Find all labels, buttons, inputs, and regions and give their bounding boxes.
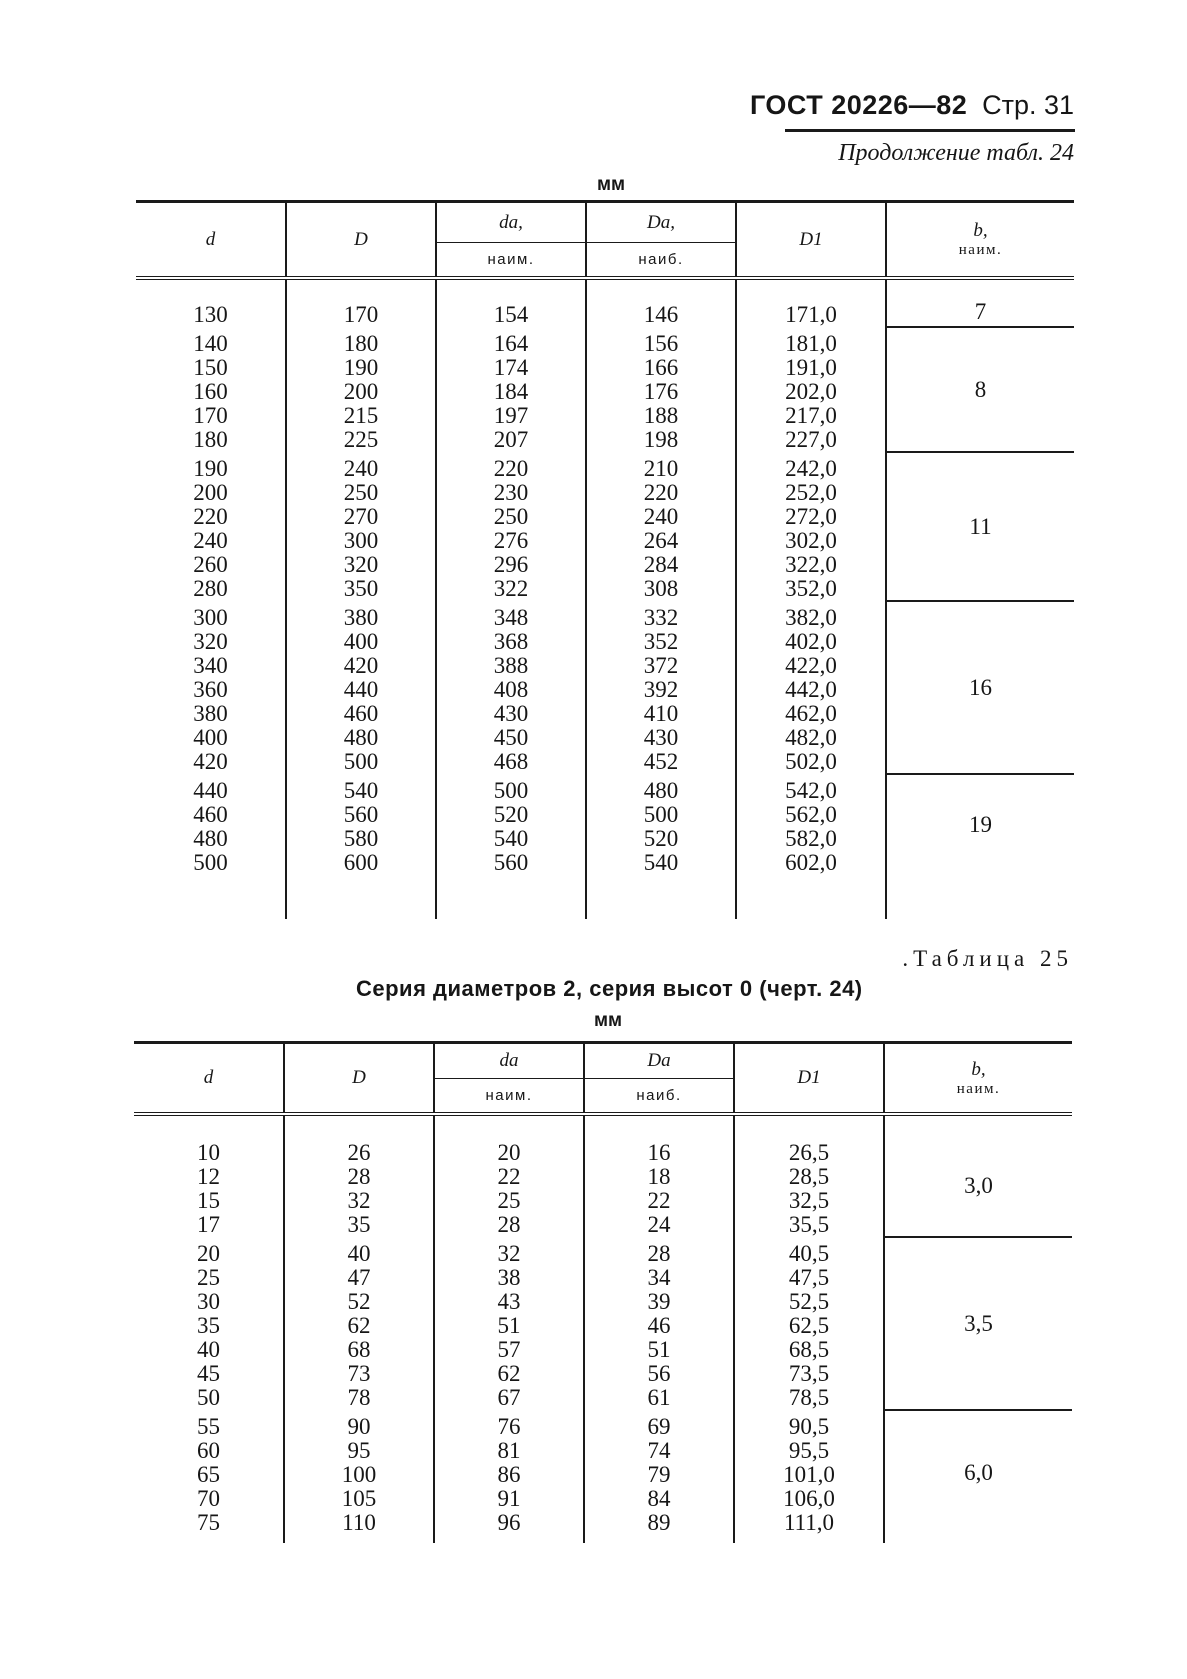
cell-b-min [884, 1410, 1072, 1543]
cell-da: 51 [497, 1313, 521, 1338]
column-da [436, 278, 586, 327]
cell-Da: 332 [643, 605, 679, 630]
cell-D: 540 [343, 778, 379, 803]
column-da [436, 774, 586, 919]
column-Da [584, 1114, 734, 1237]
column-header-D: D [284, 1043, 434, 1115]
cell-d: 500 [193, 850, 228, 875]
table-25 [134, 1041, 1072, 1543]
cell-Da: 84 [647, 1486, 671, 1511]
cell-da: 43 [497, 1289, 521, 1314]
cell-D: 100 [341, 1462, 377, 1487]
row-group [136, 452, 1074, 601]
table2-units: мм [594, 1010, 623, 1031]
row-group [134, 1410, 1072, 1543]
column-header-D1: D1 [736, 202, 886, 279]
column-Da [584, 1410, 734, 1543]
cell-da: 86 [497, 1462, 521, 1487]
column-d [136, 774, 286, 919]
cell-da: 500 [493, 778, 529, 803]
cell-d: 220 [193, 504, 228, 529]
cell-Da: 392 [643, 677, 679, 702]
cell-D1: 602,0 [785, 850, 837, 875]
cell-b-min [886, 452, 1074, 601]
cell-Da: 16 [647, 1140, 671, 1165]
cell-D1: 52,5 [788, 1289, 830, 1314]
cell-D: 300 [343, 528, 379, 553]
b-value: 16 [969, 674, 992, 700]
cell-D1: 422,0 [785, 653, 837, 678]
cell-b-min [884, 1237, 1072, 1410]
cell-D1: 502,0 [785, 749, 837, 774]
page-number: Стр. 31 [982, 90, 1074, 120]
column-d [136, 452, 286, 601]
cell-D: 440 [343, 677, 379, 702]
cell-Da: 22 [647, 1188, 671, 1213]
cell-Da: 176 [643, 379, 679, 404]
column-da [436, 452, 586, 601]
cell-d: 140 [193, 331, 228, 356]
cell-D1: 181,0 [785, 331, 837, 356]
cell-D: 40 [347, 1241, 371, 1266]
cell-da: 540 [493, 826, 529, 851]
cell-d: 180 [193, 427, 228, 452]
cell-D: 200 [343, 379, 379, 404]
cell-d: 260 [193, 552, 228, 577]
cell-D: 95 [347, 1438, 371, 1463]
cell-da: 296 [493, 552, 529, 577]
cell-b-min [886, 278, 1074, 327]
cell-d: 200 [193, 480, 228, 505]
table2-body [134, 1114, 1072, 1543]
cell-Da: 56 [647, 1361, 671, 1386]
cell-D1: 101,0 [783, 1462, 835, 1487]
column-D1 [736, 601, 886, 774]
cell-d: 40 [197, 1337, 220, 1362]
cell-D: 35 [347, 1212, 371, 1237]
cell-da: 197 [493, 403, 529, 428]
cell-d: 360 [193, 677, 228, 702]
cell-D1: 68,5 [788, 1337, 830, 1362]
cell-D1: 171,0 [785, 302, 837, 327]
cell-Da: 452 [643, 749, 679, 774]
cell-D: 580 [343, 826, 379, 851]
cell-d: 460 [193, 802, 228, 827]
cell-D1: 95,5 [788, 1438, 830, 1463]
cell-D: 460 [343, 701, 379, 726]
cell-D: 90 [347, 1414, 371, 1439]
cell-da: 468 [493, 749, 529, 774]
cell-D: 52 [347, 1289, 371, 1314]
column-da [436, 601, 586, 774]
column-d [134, 1237, 284, 1410]
cell-d: 50 [197, 1385, 220, 1410]
cell-D: 225 [343, 427, 379, 452]
cell-D: 62 [347, 1313, 371, 1338]
cell-Da: 264 [643, 528, 679, 553]
cell-da: 450 [493, 725, 529, 750]
cell-D1: 90,5 [788, 1414, 830, 1439]
column-header-da-note: наим. [436, 243, 586, 279]
b-value: 3,0 [964, 1173, 993, 1198]
row-group [136, 601, 1074, 774]
header-rule [785, 129, 1075, 132]
column-d [136, 327, 286, 452]
cell-D1: 191,0 [785, 355, 837, 380]
cell-D1: 32,5 [788, 1188, 830, 1213]
cell-da: 250 [493, 504, 529, 529]
cell-da: 25 [497, 1188, 521, 1213]
b-value: 7 [974, 299, 987, 324]
cell-Da: 220 [643, 480, 679, 505]
cell-D1: 217,0 [785, 403, 837, 428]
cell-d: 160 [193, 379, 228, 404]
cell-da: 38 [497, 1265, 521, 1290]
cell-da: 230 [493, 480, 529, 505]
cell-Da: 34 [647, 1265, 671, 1290]
cell-d: 240 [193, 528, 228, 553]
column-header-d: d [136, 202, 286, 279]
cell-D1: 227,0 [785, 427, 837, 452]
cell-da: 184 [493, 379, 529, 404]
cell-D: 73 [347, 1361, 371, 1386]
cell-d: 45 [197, 1361, 220, 1386]
cell-d: 130 [193, 302, 228, 327]
cell-d: 25 [197, 1265, 220, 1290]
cell-Da: 500 [643, 802, 679, 827]
cell-Da: 18 [647, 1164, 671, 1189]
table-24-continued [136, 200, 1074, 919]
column-D1 [734, 1237, 884, 1410]
column-header-b: b, наим. [886, 202, 1074, 279]
column-d [136, 601, 286, 774]
column-Da [586, 774, 736, 919]
column-header-Da: Da, [586, 202, 736, 243]
cell-Da: 46 [647, 1313, 671, 1338]
cell-D: 400 [343, 629, 379, 654]
cell-da: 76 [497, 1414, 521, 1439]
cell-D: 28 [347, 1164, 371, 1189]
cell-Da: 352 [643, 629, 679, 654]
cell-d: 340 [193, 653, 228, 678]
cell-D1: 47,5 [788, 1265, 830, 1290]
column-header-D: D [286, 202, 436, 279]
cell-D: 420 [343, 653, 379, 678]
cell-b-min [886, 601, 1074, 774]
cell-D: 480 [343, 725, 379, 750]
cell-d: 75 [197, 1510, 220, 1535]
column-Da [586, 452, 736, 601]
column-header-Da-note: наиб. [584, 1079, 734, 1115]
cell-d: 55 [197, 1414, 220, 1439]
table1-body [136, 278, 1074, 919]
b-value: 3,5 [964, 1310, 993, 1336]
cell-D1: 78,5 [788, 1385, 830, 1410]
cell-d: 60 [197, 1438, 220, 1463]
standard-number: ГОСТ 20226—82 [749, 90, 968, 120]
cell-D1: 111,0 [783, 1510, 835, 1535]
cell-Da: 24 [647, 1212, 671, 1237]
cell-b-min [884, 1114, 1072, 1237]
column-D1 [736, 774, 886, 919]
cell-D: 32 [347, 1188, 371, 1213]
page-header [750, 90, 1074, 121]
cell-D1: 582,0 [785, 826, 837, 851]
cell-D: 350 [343, 576, 379, 601]
cell-D: 270 [343, 504, 379, 529]
column-header-b-note: наим. [958, 242, 1003, 258]
cell-Da: 198 [643, 427, 679, 452]
cell-D1: 28,5 [788, 1164, 830, 1189]
cell-d: 420 [193, 749, 228, 774]
cell-d: 10 [197, 1140, 220, 1165]
column-D [286, 327, 436, 452]
cell-D1: 272,0 [785, 504, 837, 529]
cell-d: 380 [193, 701, 228, 726]
column-D [286, 452, 436, 601]
cell-da: 430 [493, 701, 529, 726]
column-header-b-note: наим. [956, 1080, 1001, 1097]
cell-Da: 430 [643, 725, 679, 750]
cell-D1: 242,0 [785, 456, 837, 481]
cell-d: 170 [193, 403, 228, 428]
cell-D: 380 [343, 605, 379, 630]
column-d [136, 278, 286, 327]
cell-Da: 188 [643, 403, 679, 428]
cell-da: 174 [493, 355, 529, 380]
cell-D: 190 [343, 355, 379, 380]
column-Da [584, 1237, 734, 1410]
cell-D1: 482,0 [785, 725, 837, 750]
cell-D: 600 [343, 850, 379, 875]
cell-d: 480 [193, 826, 228, 851]
cell-Da: 69 [647, 1414, 671, 1439]
cell-D1: 202,0 [785, 379, 837, 404]
cell-D: 250 [343, 480, 379, 505]
cell-D: 68 [347, 1337, 371, 1362]
row-group [134, 1237, 1072, 1410]
column-Da [586, 601, 736, 774]
cell-Da: 540 [643, 850, 679, 875]
cell-d: 70 [197, 1486, 220, 1511]
cell-Da: 28 [647, 1241, 671, 1266]
cell-D1: 302,0 [785, 528, 837, 553]
b-value: 6,0 [964, 1460, 993, 1485]
cell-d: 190 [193, 456, 228, 481]
cell-D1: 562,0 [785, 802, 837, 827]
row-group [136, 278, 1074, 327]
column-header-da: da, [436, 202, 586, 243]
cell-Da: 372 [643, 653, 679, 678]
column-Da [586, 278, 736, 327]
column-header-Da: Da [584, 1043, 734, 1079]
cell-d: 400 [193, 725, 228, 750]
cell-Da: 520 [643, 826, 679, 851]
column-da [434, 1114, 584, 1237]
cell-D: 560 [343, 802, 379, 827]
column-header-D1: D1 [734, 1043, 884, 1115]
cell-D: 215 [343, 403, 379, 428]
cell-D: 240 [343, 456, 379, 481]
column-da [434, 1237, 584, 1410]
cell-Da: 79 [647, 1462, 671, 1487]
cell-D1: 62,5 [788, 1313, 830, 1338]
column-header-da: da [434, 1043, 584, 1079]
cell-Da: 480 [643, 778, 679, 803]
column-D [284, 1114, 434, 1237]
b-value: 8 [974, 376, 987, 402]
column-da [436, 327, 586, 452]
cell-Da: 51 [647, 1337, 671, 1362]
cell-da: 154 [493, 302, 529, 327]
cell-da: 67 [497, 1385, 521, 1410]
cell-b-min [886, 327, 1074, 452]
cell-D1: 322,0 [785, 552, 837, 577]
cell-d: 150 [193, 355, 228, 380]
cell-Da: 156 [643, 331, 679, 356]
cell-da: 81 [497, 1438, 521, 1463]
cell-da: 408 [493, 677, 529, 702]
column-header-d: d [134, 1043, 284, 1115]
cell-D: 170 [343, 302, 379, 327]
column-d [134, 1410, 284, 1543]
cell-D1: 402,0 [785, 629, 837, 654]
cell-da: 62 [497, 1361, 521, 1386]
cell-da: 28 [497, 1212, 521, 1237]
column-Da [586, 327, 736, 452]
cell-da: 348 [493, 605, 529, 630]
cell-D: 26 [347, 1140, 371, 1165]
column-D1 [734, 1114, 884, 1237]
cell-da: 22 [497, 1164, 521, 1189]
column-d [134, 1114, 284, 1237]
cell-da: 96 [497, 1510, 521, 1535]
cell-D1: 442,0 [785, 677, 837, 702]
column-header-b: b, наим. [884, 1043, 1072, 1115]
cell-D: 47 [347, 1265, 371, 1290]
cell-D1: 106,0 [783, 1486, 835, 1511]
cell-D: 320 [343, 552, 379, 577]
column-da [434, 1410, 584, 1543]
cell-da: 276 [493, 528, 529, 553]
cell-Da: 240 [643, 504, 679, 529]
cell-d: 20 [197, 1241, 220, 1266]
cell-da: 368 [493, 629, 529, 654]
table-25-title: Серия диаметров 2, серия высот 0 (черт. 24) [356, 976, 863, 1001]
cell-d: 65 [197, 1462, 220, 1487]
cell-Da: 61 [647, 1385, 671, 1410]
cell-da: 520 [493, 802, 529, 827]
cell-da: 57 [497, 1337, 521, 1362]
cell-Da: 210 [643, 456, 679, 481]
row-group [136, 774, 1074, 919]
cell-da: 322 [493, 576, 529, 601]
column-header-da-note: наим. [434, 1079, 584, 1115]
cell-D: 180 [343, 331, 379, 356]
cell-Da: 146 [643, 302, 679, 327]
cell-b-min [886, 774, 1074, 919]
cell-Da: 284 [643, 552, 679, 577]
column-D [284, 1410, 434, 1543]
cell-da: 20 [497, 1140, 521, 1165]
cell-d: 440 [193, 778, 228, 803]
cell-da: 91 [497, 1486, 521, 1511]
column-header-Da-note: наиб. [586, 243, 736, 279]
table-25-label: .Таблица 25 [902, 946, 1073, 971]
table-continuation-label: Продолжение табл. 24 [838, 140, 1074, 166]
cell-D1: 26,5 [788, 1140, 830, 1165]
cell-Da: 410 [643, 701, 679, 726]
column-D [286, 774, 436, 919]
column-D1 [734, 1410, 884, 1543]
cell-D1: 73,5 [788, 1361, 830, 1386]
cell-D1: 462,0 [785, 701, 837, 726]
table1-units: мм [597, 174, 626, 195]
column-D1 [736, 452, 886, 601]
cell-Da: 89 [647, 1510, 671, 1535]
column-D [284, 1237, 434, 1410]
cell-d: 12 [197, 1164, 220, 1189]
column-D1 [736, 278, 886, 327]
row-group [136, 327, 1074, 452]
cell-D: 78 [347, 1385, 371, 1410]
cell-d: 17 [197, 1212, 220, 1237]
cell-D1: 35,5 [788, 1212, 830, 1237]
cell-da: 388 [493, 653, 529, 678]
cell-Da: 74 [647, 1438, 671, 1463]
column-D [286, 278, 436, 327]
row-group [134, 1114, 1072, 1237]
cell-D1: 40,5 [788, 1241, 830, 1266]
cell-d: 15 [197, 1188, 220, 1213]
cell-D: 105 [341, 1486, 377, 1511]
b-value: 19 [969, 812, 992, 837]
cell-d: 35 [197, 1313, 220, 1338]
cell-d: 30 [197, 1289, 220, 1314]
cell-da: 220 [493, 456, 529, 481]
cell-D: 500 [343, 749, 379, 774]
cell-d: 300 [193, 605, 228, 630]
cell-d: 320 [193, 629, 228, 654]
column-D [286, 601, 436, 774]
cell-da: 560 [493, 850, 529, 875]
cell-da: 32 [497, 1241, 521, 1266]
cell-da: 164 [493, 331, 529, 356]
cell-Da: 308 [643, 576, 679, 601]
column-D1 [736, 327, 886, 452]
cell-d: 280 [193, 576, 228, 601]
cell-Da: 166 [643, 355, 679, 380]
cell-D1: 382,0 [785, 605, 837, 630]
cell-D1: 252,0 [785, 480, 837, 505]
cell-D: 110 [342, 1510, 376, 1535]
cell-D1: 352,0 [785, 576, 837, 601]
cell-D1: 542,0 [785, 778, 837, 803]
cell-Da: 39 [647, 1289, 671, 1314]
b-value: 11 [969, 513, 992, 539]
cell-da: 207 [493, 427, 529, 452]
